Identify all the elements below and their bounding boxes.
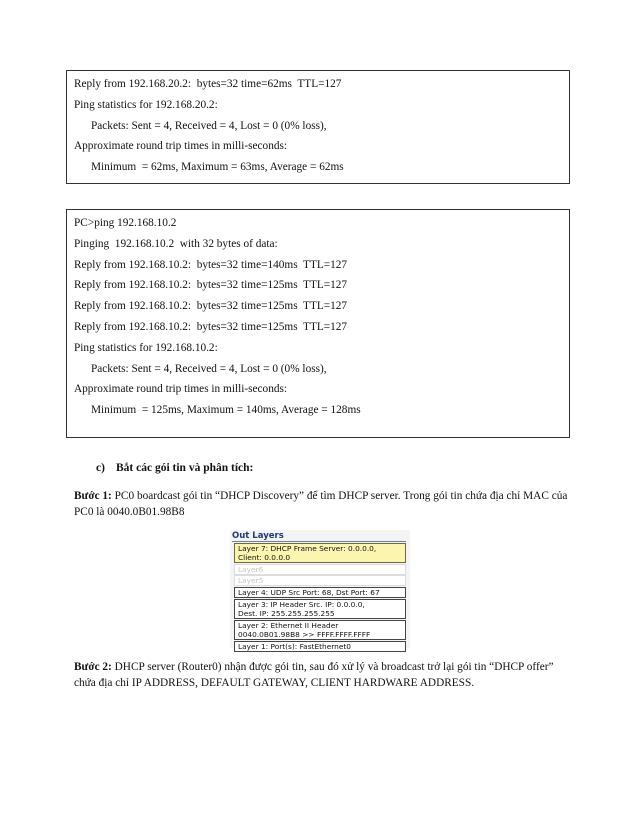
ping-line: Reply from 192.168.10.2: bytes=32 time=125ms TTL=127	[74, 279, 348, 292]
layer-3-row[interactable]: Layer 3: IP Header Src. IP: 0.0.0.0, Dest. IP: 255.255.255.255	[234, 599, 406, 619]
ping-output-box-1	[66, 70, 570, 184]
ping-line: Reply from 192.168.20.2: bytes=32 time=62ms TTL=127	[74, 78, 342, 90]
ping-line: Minimum = 125ms, Maximum = 140ms, Average = 128ms	[91, 404, 361, 417]
ping-line: Ping statistics for 192.168.10.2:	[74, 341, 218, 354]
ping-line: PC>ping 192.168.10.2	[74, 217, 177, 229]
step-1-paragraph	[74, 488, 574, 520]
section-title: Bắt các gói tin và phân tích:	[116, 462, 254, 474]
layer-1-row[interactable]: Layer 1: Port(s): FastEthernet0	[234, 641, 406, 652]
ping-line: Minimum = 62ms, Maximum = 63ms, Average = 62ms	[91, 161, 344, 174]
step-1-label: Bước 1:	[74, 490, 112, 502]
ping-line: Packets: Sent = 4, Received = 4, Lost = 0 (0% loss),	[91, 119, 327, 132]
layer-5-row: Layer5	[234, 575, 406, 586]
ping-line: Ping statistics for 192.168.20.2:	[74, 98, 218, 111]
ping-line: Approximate round trip times in milli-seconds:	[74, 140, 288, 153]
step-2-paragraph	[74, 659, 574, 691]
section-heading	[96, 462, 253, 474]
layer-6-row: Layer6	[234, 564, 406, 575]
step-2-label: Bước 2:	[74, 661, 112, 673]
section-number: c)	[96, 462, 105, 474]
ping-line: Approximate round trip times in milli-seconds:	[74, 383, 288, 396]
ping-line: Reply from 192.168.10.2: bytes=32 time=125ms TTL=127	[74, 320, 348, 333]
out-layers-panel	[230, 530, 410, 651]
out-layers-title: Out Layers	[232, 531, 284, 541]
layer-2-row[interactable]: Layer 2: Ethernet II Header 0040.0B01.98B8 >> FFFF.FFFF.FFFF	[234, 620, 406, 640]
step-2-text: DHCP server (Router0) nhận được gói tin, sau đó xử lý và broadcast trở lại gói tin “DHCP offer” chứa địa chỉ IP ADDRESS, DEFAULT GATEWAY, CLIENT HARDWARE ADDRESS.	[74, 661, 554, 689]
ping-line: Reply from 192.168.10.2: bytes=32 time=140ms TTL=127	[74, 258, 348, 271]
ping-line: Packets: Sent = 4, Received = 4, Lost = 0 (0% loss),	[91, 362, 327, 375]
layer-7-row[interactable]: Layer 7: DHCP Frame Server: 0.0.0.0, Client: 0.0.0.0	[234, 543, 406, 563]
ping-line: Reply from 192.168.10.2: bytes=32 time=125ms TTL=127	[74, 300, 348, 313]
ping-output-box-2	[66, 209, 570, 438]
layer-4-row[interactable]: Layer 4: UDP Src Port: 68, Dst Port: 67	[234, 587, 406, 598]
step-1-text: PC0 boardcast gói tin “DHCP Discovery” để tìm DHCP server. Trong gói tin chứa địa chỉ MAC của PC0 là 0040.0B01.98B8	[74, 490, 568, 518]
ping-line: Pinging 192.168.10.2 with 32 bytes of data:	[74, 237, 278, 250]
title-divider	[232, 541, 406, 542]
